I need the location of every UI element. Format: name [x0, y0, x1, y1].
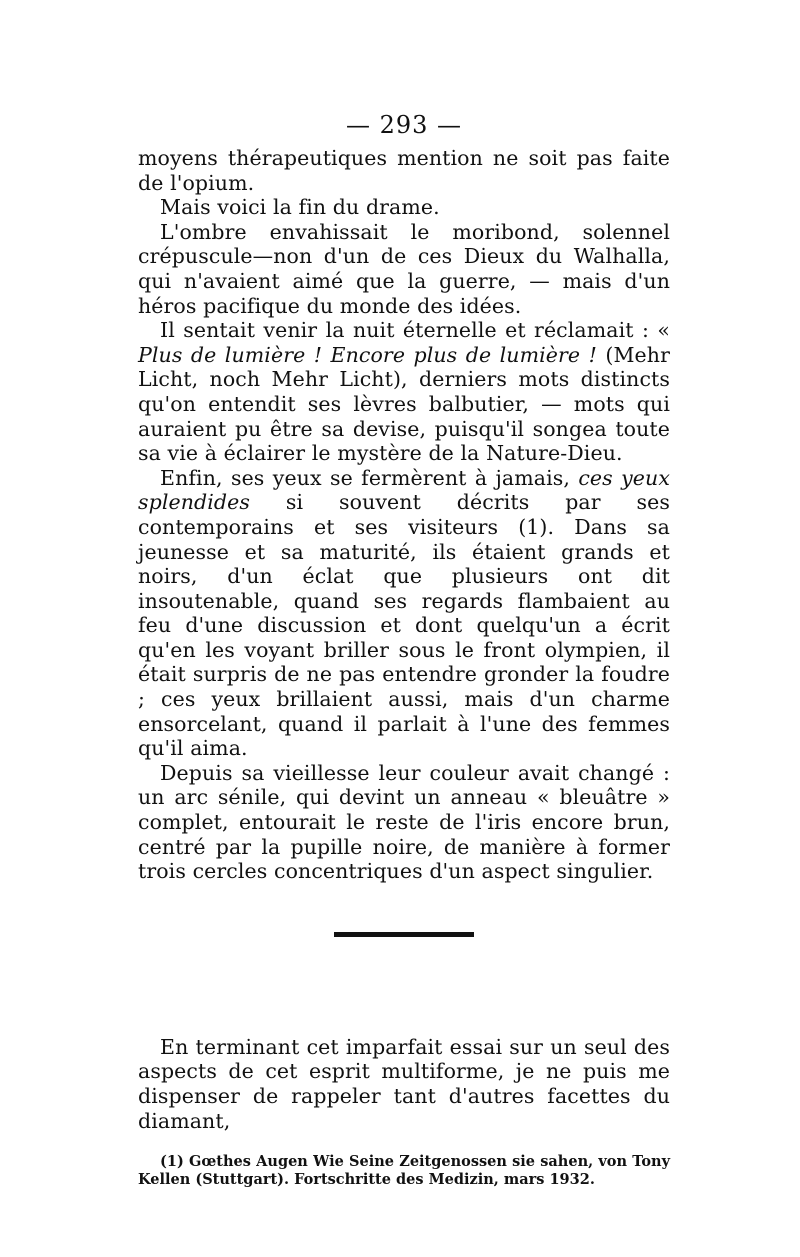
page-number: — 293 —: [345, 111, 463, 139]
italic-text: ces yeux splendides: [138, 465, 670, 515]
footnote: (1) Gœthes Augen Wie Seine Zeitgenossen sie sahen, von Tony Kellen (Stuttgart). Fortschritte des Medizin, mars 1932.: [138, 1153, 670, 1189]
text-run: (Mehr Licht, noch Mehr Licht), derniers mots distincts qu'on entendit ses lèvres balbutier, — mots qui auraient pu être sa devise, puisqu'il songea toute sa vie à éclairer le mystère de la Nature-Dieu.: [138, 342, 670, 466]
paragraph: [138, 761, 670, 884]
text-run: Enfin, ses yeux se fermèrent à jamais,: [160, 465, 579, 490]
text-run: Mais voici la fin du drame.: [160, 195, 440, 220]
paragraph: [138, 318, 670, 466]
paragraph: [138, 220, 670, 318]
paragraph: [138, 195, 670, 220]
text-run: L'ombre envahissait le moribond, solennel crépuscule—non d'un de ces Dieux du Walhalla, qui n'avaient aimé que la guerre, — mais d'un héros pacifique du monde des idées.: [138, 219, 670, 318]
section-divider: [334, 932, 474, 937]
book-page: [138, 108, 670, 1189]
text-run: Il sentait venir la nuit éternelle et réclamait : «: [160, 318, 670, 343]
paragraph: [138, 466, 670, 761]
text-run: Depuis sa vieillesse leur couleur avait changé : un arc sénile, qui devint un anneau « bleuâtre » complet, entourait le reste de l'iris encore brun, centré par la pupille noire, de manière à former trois cercles concentriques d'un aspect singulier.: [138, 760, 670, 884]
text-run: si souvent décrits par ses contemporains et ses visiteurs (1). Dans sa jeunesse et sa maturité, ils étaient grands et noirs, d'un éclat que plusieurs ont dit insoutenable, quand ses regards flambaient au feu d'une discussion et dont quelqu'un a écrit qu'en les voyant briller sous le front olympien, il était surpris de ne pas entendre gronder la foudre ; ces yeux brillaient aussi, mais d'un charme ensorcelant, quand il parlait à l'une des femmes qu'il aima.: [138, 490, 670, 761]
main-text: [138, 146, 670, 884]
paragraph: [138, 146, 670, 195]
footnotes: [138, 1153, 670, 1189]
text-run: moyens thérapeutiques mention ne soit pas faite de l'opium.: [138, 146, 670, 195]
italic-text: Plus de lumière ! Encore plus de lumière !: [138, 342, 597, 367]
closing-text: [138, 1035, 670, 1133]
closing-paragraph: En terminant cet imparfait essai sur un seul des aspects de cet esprit multiforme, je ne puis me dispenser de rappeler tant d'autres facettes du diamant,: [138, 1034, 670, 1133]
